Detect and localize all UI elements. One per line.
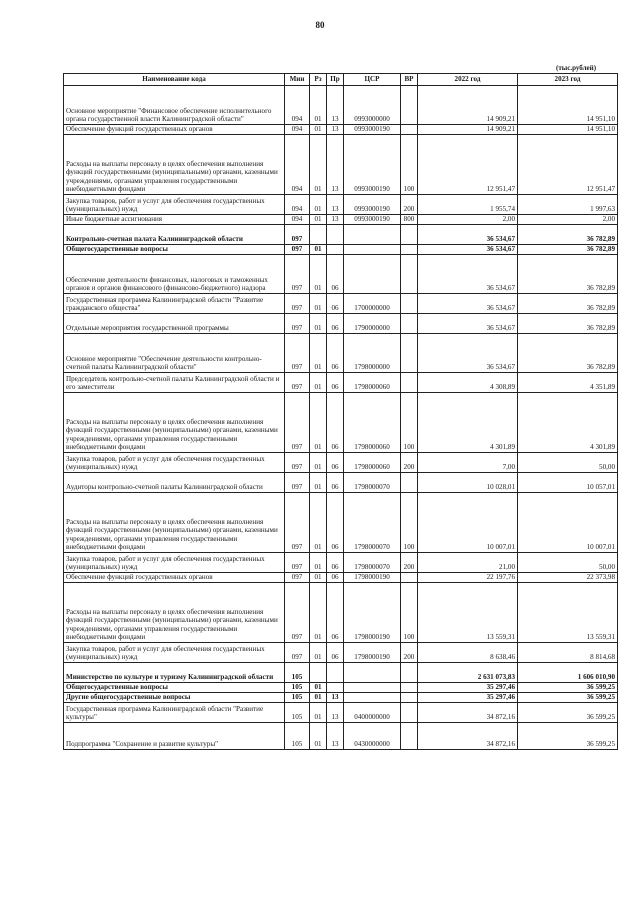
cell-2023: 22 373,98 xyxy=(518,573,618,583)
cell-min: 094 xyxy=(285,86,310,125)
table-row xyxy=(64,86,618,125)
cell-min: 097 xyxy=(285,373,310,393)
cell-vr xyxy=(401,473,418,493)
table-row xyxy=(64,663,618,683)
cell-2022: 35 297,46 xyxy=(418,683,518,693)
cell-csr xyxy=(344,225,401,245)
cell-2023: 50,00 xyxy=(518,453,618,473)
units-label: (тыс.рублей) xyxy=(556,64,597,72)
cell-2023: 13 559,31 xyxy=(518,583,618,643)
cell-rz: 01 xyxy=(310,473,327,493)
table-row xyxy=(64,553,618,573)
table-row xyxy=(64,125,618,135)
cell-vr xyxy=(401,663,418,683)
cell-min: 094 xyxy=(285,215,310,225)
cell-pr xyxy=(327,683,344,693)
cell-pr: 06 xyxy=(327,334,344,373)
cell-min: 097 xyxy=(285,393,310,453)
cell-name: Общегосударственные вопросы xyxy=(64,245,285,255)
cell-pr: 06 xyxy=(327,473,344,493)
col-header-pr: Пр xyxy=(327,74,344,86)
table-row xyxy=(64,255,618,294)
cell-2022: 14 909,21 xyxy=(418,86,518,125)
cell-name: Государственная программа Калининградской области "Развитие культуры" xyxy=(64,703,285,723)
cell-rz: 01 xyxy=(310,723,327,750)
cell-min: 105 xyxy=(285,683,310,693)
cell-rz xyxy=(310,225,327,245)
cell-vr: 200 xyxy=(401,553,418,573)
cell-vr xyxy=(401,125,418,135)
cell-name: Закупка товаров, работ и услуг для обеспечения государственных (муниципальных) нужд xyxy=(64,553,285,573)
cell-name: Расходы на выплаты персоналу в целях обеспечения выполнения функций государственными (муниципальными) органами, казенными учреждениями, органами управления государственными внебюджетными фондами xyxy=(64,135,285,195)
cell-name: Отдельные мероприятия государственной программы xyxy=(64,314,285,334)
cell-pr: 13 xyxy=(327,135,344,195)
cell-pr: 13 xyxy=(327,195,344,215)
cell-2022: 21,00 xyxy=(418,553,518,573)
cell-min: 097 xyxy=(285,245,310,255)
table-row xyxy=(64,583,618,643)
cell-csr: 1798000070 xyxy=(344,493,401,553)
cell-2022: 36 534,67 xyxy=(418,255,518,294)
cell-name: Подпрограмма "Сохранение и развитие культуры" xyxy=(64,723,285,750)
cell-name: Закупка товаров, работ и услуг для обеспечения государственных (муниципальных) нужд xyxy=(64,453,285,473)
table-row xyxy=(64,314,618,334)
cell-2022: 4 301,89 xyxy=(418,393,518,453)
cell-2022: 4 308,89 xyxy=(418,373,518,393)
cell-csr: 0993000000 xyxy=(344,86,401,125)
cell-pr: 13 xyxy=(327,703,344,723)
cell-vr: 200 xyxy=(401,643,418,663)
cell-pr: 13 xyxy=(327,693,344,703)
cell-pr: 06 xyxy=(327,393,344,453)
cell-vr xyxy=(401,693,418,703)
cell-2023: 14 951,10 xyxy=(518,125,618,135)
cell-min: 097 xyxy=(285,573,310,583)
cell-rz: 01 xyxy=(310,245,327,255)
cell-rz: 01 xyxy=(310,553,327,573)
cell-name: Расходы на выплаты персоналу в целях обеспечения выполнения функций государственными (муниципальными) органами, казенными учреждениями, органами управления государственными внебюджетными фондами xyxy=(64,393,285,453)
cell-pr xyxy=(327,663,344,683)
cell-rz: 01 xyxy=(310,125,327,135)
cell-rz: 01 xyxy=(310,583,327,643)
table-row xyxy=(64,703,618,723)
cell-rz: 01 xyxy=(310,135,327,195)
cell-csr xyxy=(344,683,401,693)
cell-name: Основное мероприятие "Обеспечение деятельности контрольно-счетной палаты Калининградской области" xyxy=(64,334,285,373)
table-row xyxy=(64,493,618,553)
cell-vr xyxy=(401,703,418,723)
col-header-2022: 2022 год xyxy=(418,74,518,86)
cell-min: 097 xyxy=(285,294,310,314)
table-row xyxy=(64,453,618,473)
cell-rz: 01 xyxy=(310,195,327,215)
cell-pr: 06 xyxy=(327,373,344,393)
table-row xyxy=(64,225,618,245)
cell-rz: 01 xyxy=(310,86,327,125)
cell-csr: 1798000060 xyxy=(344,393,401,453)
cell-min: 097 xyxy=(285,553,310,573)
cell-rz: 01 xyxy=(310,215,327,225)
cell-min: 097 xyxy=(285,255,310,294)
cell-min: 105 xyxy=(285,703,310,723)
cell-min: 097 xyxy=(285,225,310,245)
cell-2022: 2 631 073,83 xyxy=(418,663,518,683)
table-row xyxy=(64,334,618,373)
cell-csr xyxy=(344,663,401,683)
cell-2023: 36 599,25 xyxy=(518,703,618,723)
cell-2023: 1 997,63 xyxy=(518,195,618,215)
cell-vr xyxy=(401,245,418,255)
cell-pr: 13 xyxy=(327,215,344,225)
cell-rz: 01 xyxy=(310,334,327,373)
cell-name: Расходы на выплаты персоналу в целях обеспечения выполнения функций государственными (муниципальными) органами, казенными учреждениями, органами управления государственными внебюджетными фондами xyxy=(64,583,285,643)
cell-2023: 14 951,10 xyxy=(518,86,618,125)
table-row xyxy=(64,643,618,663)
cell-csr: 1798000060 xyxy=(344,453,401,473)
cell-csr: 1798000190 xyxy=(344,573,401,583)
cell-vr xyxy=(401,373,418,393)
cell-min: 097 xyxy=(285,453,310,473)
cell-min: 094 xyxy=(285,195,310,215)
cell-csr: 1798000070 xyxy=(344,553,401,573)
cell-rz: 01 xyxy=(310,683,327,693)
cell-csr: 1798000070 xyxy=(344,473,401,493)
cell-csr: 1798000190 xyxy=(344,643,401,663)
table-row xyxy=(64,245,618,255)
cell-name: Аудиторы контрольно-счетной палаты Калининградской области xyxy=(64,473,285,493)
cell-min: 105 xyxy=(285,693,310,703)
cell-min: 097 xyxy=(285,314,310,334)
page-number: 80 xyxy=(315,20,325,30)
cell-vr xyxy=(401,255,418,294)
cell-name: Закупка товаров, работ и услуг для обеспечения государственных (муниципальных) нужд xyxy=(64,195,285,215)
cell-2022: 2,00 xyxy=(418,215,518,225)
cell-rz: 01 xyxy=(310,693,327,703)
cell-vr: 100 xyxy=(401,493,418,553)
cell-min: 097 xyxy=(285,473,310,493)
cell-name: Контрольно-счетная палата Калининградской области xyxy=(64,225,285,245)
cell-rz: 01 xyxy=(310,393,327,453)
cell-rz: 01 xyxy=(310,373,327,393)
cell-pr: 06 xyxy=(327,553,344,573)
cell-pr: 06 xyxy=(327,493,344,553)
cell-2022: 7,00 xyxy=(418,453,518,473)
cell-min: 097 xyxy=(285,334,310,373)
cell-2023: 50,00 xyxy=(518,553,618,573)
cell-rz: 01 xyxy=(310,255,327,294)
table-row xyxy=(64,373,618,393)
cell-2023: 4 301,89 xyxy=(518,393,618,453)
cell-2023: 4 351,89 xyxy=(518,373,618,393)
cell-vr: 100 xyxy=(401,393,418,453)
cell-vr xyxy=(401,573,418,583)
cell-2022: 36 534,67 xyxy=(418,334,518,373)
cell-rz: 01 xyxy=(310,453,327,473)
cell-name: Обеспечение функций государственных органов xyxy=(64,125,285,135)
cell-2022: 35 297,46 xyxy=(418,693,518,703)
col-header-min: Мин xyxy=(285,74,310,86)
cell-2022: 1 955,74 xyxy=(418,195,518,215)
cell-name: Министерство по культуре и туризму Калининградской области xyxy=(64,663,285,683)
table-row xyxy=(64,215,618,225)
cell-name: Государственная программа Калининградской области "Развитие гражданского общества" xyxy=(64,294,285,314)
cell-2022: 36 534,67 xyxy=(418,294,518,314)
cell-min: 105 xyxy=(285,663,310,683)
cell-pr: 06 xyxy=(327,573,344,583)
cell-csr xyxy=(344,693,401,703)
cell-rz: 01 xyxy=(310,573,327,583)
cell-min: 094 xyxy=(285,125,310,135)
cell-pr: 06 xyxy=(327,314,344,334)
cell-2023: 36 599,25 xyxy=(518,683,618,693)
table-row xyxy=(64,573,618,583)
cell-2022: 22 197,76 xyxy=(418,573,518,583)
table-row xyxy=(64,473,618,493)
cell-vr: 100 xyxy=(401,135,418,195)
cell-csr xyxy=(344,245,401,255)
cell-csr: 1798000000 xyxy=(344,334,401,373)
col-header-2023: 2023 год xyxy=(518,74,618,86)
cell-2022: 8 638,46 xyxy=(418,643,518,663)
table-row xyxy=(64,693,618,703)
cell-2022: 36 534,67 xyxy=(418,225,518,245)
cell-csr: 1700000000 xyxy=(344,294,401,314)
cell-csr: 0993000190 xyxy=(344,125,401,135)
cell-2022: 14 909,21 xyxy=(418,125,518,135)
cell-name: Расходы на выплаты персоналу в целях обеспечения выполнения функций государственными (муниципальными) органами, казенными учреждениями, органами управления государственными внебюджетными фондами xyxy=(64,493,285,553)
cell-2023: 8 814,68 xyxy=(518,643,618,663)
cell-2022: 10 007,01 xyxy=(418,493,518,553)
budget-table xyxy=(63,73,618,750)
cell-csr: 0993000190 xyxy=(344,135,401,195)
table-row xyxy=(64,135,618,195)
cell-min: 097 xyxy=(285,493,310,553)
col-header-vr: ВР xyxy=(401,74,418,86)
cell-2023: 10 007,01 xyxy=(518,493,618,553)
col-header-csr: ЦСР xyxy=(344,74,401,86)
cell-vr xyxy=(401,86,418,125)
cell-vr xyxy=(401,683,418,693)
cell-pr: 06 xyxy=(327,294,344,314)
cell-vr xyxy=(401,723,418,750)
cell-name: Закупка товаров, работ и услуг для обеспечения государственных (муниципальных) нужд xyxy=(64,643,285,663)
cell-vr: 200 xyxy=(401,453,418,473)
cell-pr xyxy=(327,225,344,245)
table-header-row xyxy=(64,74,618,86)
table-row xyxy=(64,683,618,693)
cell-vr xyxy=(401,314,418,334)
col-header-name: Наименование кода xyxy=(64,74,285,86)
table-row xyxy=(64,393,618,453)
cell-csr: 1798000060 xyxy=(344,373,401,393)
cell-2023: 36 782,89 xyxy=(518,225,618,245)
cell-pr: 06 xyxy=(327,255,344,294)
cell-2022: 34 872,16 xyxy=(418,703,518,723)
cell-rz xyxy=(310,663,327,683)
cell-2023: 2,00 xyxy=(518,215,618,225)
cell-min: 097 xyxy=(285,583,310,643)
cell-csr xyxy=(344,255,401,294)
cell-name: Обеспечение деятельности финансовых, налоговых и таможенных органов и органов финансового (финансово-бюджетного) надзора xyxy=(64,255,285,294)
cell-csr: 0993000190 xyxy=(344,195,401,215)
cell-pr xyxy=(327,245,344,255)
cell-rz: 01 xyxy=(310,314,327,334)
cell-pr: 06 xyxy=(327,643,344,663)
cell-2022: 36 534,67 xyxy=(418,245,518,255)
col-header-rz: Рз xyxy=(310,74,327,86)
cell-2023: 36 599,25 xyxy=(518,723,618,750)
cell-name: Обеспечение функций государственных органов xyxy=(64,573,285,583)
cell-2023: 36 782,89 xyxy=(518,314,618,334)
cell-min: 097 xyxy=(285,643,310,663)
cell-pr: 13 xyxy=(327,723,344,750)
cell-2022: 12 951,47 xyxy=(418,135,518,195)
cell-csr: 0993000190 xyxy=(344,215,401,225)
cell-min: 105 xyxy=(285,723,310,750)
cell-2023: 36 782,89 xyxy=(518,255,618,294)
cell-rz: 01 xyxy=(310,643,327,663)
cell-2023: 10 057,01 xyxy=(518,473,618,493)
cell-2022: 10 028,01 xyxy=(418,473,518,493)
cell-pr: 06 xyxy=(327,583,344,643)
cell-2023: 1 606 010,90 xyxy=(518,663,618,683)
cell-csr: 1798000190 xyxy=(344,583,401,643)
table-row xyxy=(64,195,618,215)
cell-vr xyxy=(401,334,418,373)
cell-2022: 13 559,31 xyxy=(418,583,518,643)
cell-min: 094 xyxy=(285,135,310,195)
cell-2023: 36 782,89 xyxy=(518,334,618,373)
cell-csr: 1790000000 xyxy=(344,314,401,334)
cell-2023: 36 599,25 xyxy=(518,693,618,703)
cell-pr: 06 xyxy=(327,453,344,473)
cell-2023: 36 782,89 xyxy=(518,294,618,314)
cell-2023: 12 951,47 xyxy=(518,135,618,195)
cell-csr: 0400000000 xyxy=(344,703,401,723)
cell-rz: 01 xyxy=(310,493,327,553)
cell-rz: 01 xyxy=(310,294,327,314)
cell-vr: 200 xyxy=(401,195,418,215)
cell-2022: 34 872,16 xyxy=(418,723,518,750)
cell-pr: 13 xyxy=(327,125,344,135)
cell-rz: 01 xyxy=(310,703,327,723)
cell-vr xyxy=(401,294,418,314)
cell-name: Председатель контрольно-счетной палаты Калининградской области и его заместители xyxy=(64,373,285,393)
cell-csr: 0430000000 xyxy=(344,723,401,750)
cell-2022: 36 534,67 xyxy=(418,314,518,334)
cell-vr xyxy=(401,225,418,245)
cell-vr: 100 xyxy=(401,583,418,643)
table-row xyxy=(64,294,618,314)
cell-name: Общегосударственные вопросы xyxy=(64,683,285,693)
cell-pr: 13 xyxy=(327,86,344,125)
cell-2023: 36 782,89 xyxy=(518,245,618,255)
table-row xyxy=(64,723,618,750)
cell-name: Основное мероприятие "Финансовое обеспечение исполнительного органа государственной власти Калининградской области" xyxy=(64,86,285,125)
cell-name: Другие общегосударственные вопросы xyxy=(64,693,285,703)
cell-vr: 800 xyxy=(401,215,418,225)
cell-name: Иные бюджетные ассигнования xyxy=(64,215,285,225)
